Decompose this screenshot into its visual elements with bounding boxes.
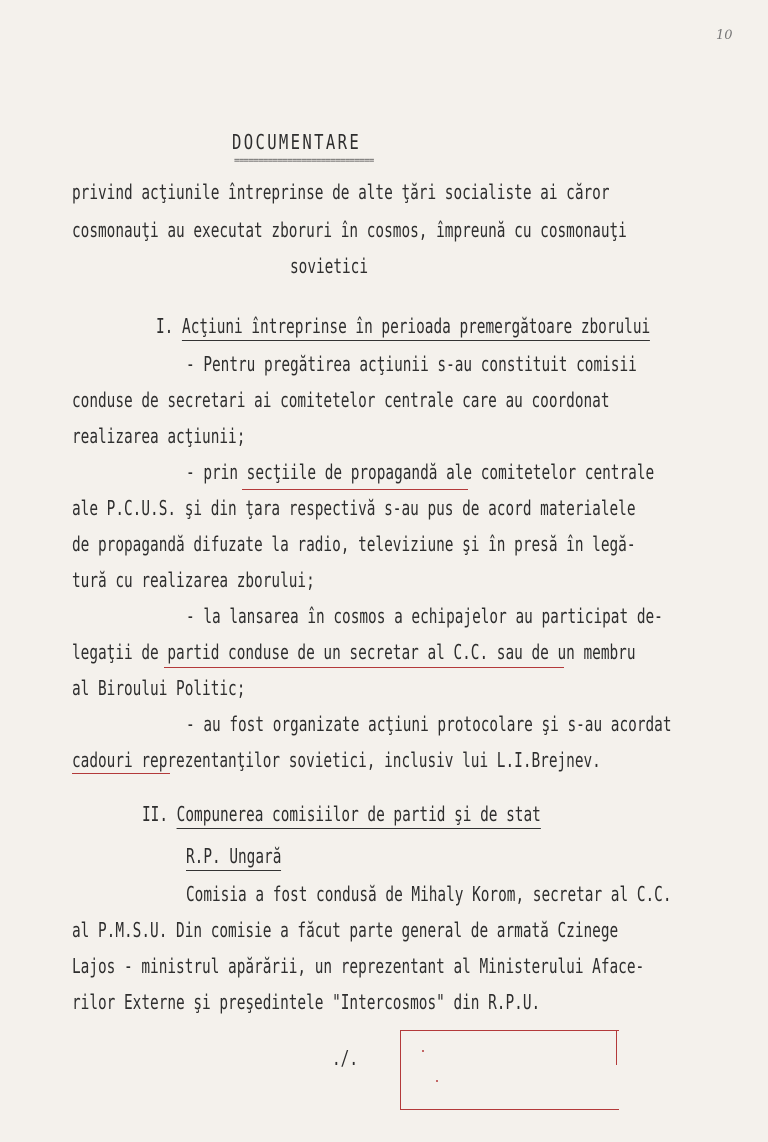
stamp-frame-right xyxy=(616,1030,617,1065)
para2-line-3: de propagandă difuzate la radio, televiziune şi în presă în legă- xyxy=(72,532,636,556)
para5-line-4: rilor Externe şi preşedintele "Intercosmos" din R.P.U. xyxy=(72,990,541,1014)
para2-line-1: - prin secţiile de propagandă ale comitetelor centrale xyxy=(186,460,655,484)
para1-line-2: conduse de secretari ai comitetelor centrale care au coordonat xyxy=(72,388,610,412)
section1-number: I. xyxy=(156,314,174,338)
red-underline-propaganda xyxy=(242,489,468,490)
title-underline: ============================= xyxy=(234,156,374,166)
para5-line-2: al P.M.S.U. Din comisie a făcut parte general de armată Czinege xyxy=(72,918,619,942)
para1-line-1: - Pentru pregătirea acţiunii s-au constituit comisii xyxy=(186,352,637,376)
intro-line-1: privind acţiunile întreprinse de alte ţări socialiste ai căror xyxy=(72,180,610,204)
para3-line-2: legaţii de partid conduse de un secretar al C.C. sau de un membru xyxy=(72,640,636,664)
para5-line-3: Lajos - ministrul apărării, un reprezentant al Ministerului Afacе- xyxy=(72,954,645,978)
section1-title: Acţiuni întreprinse în perioada premergătoare zborului xyxy=(182,314,650,341)
para4-line-2: cadouri reprezentanţilor sovietici, inclusiv lui L.I.Brejnev. xyxy=(72,748,601,772)
red-underline-gifts xyxy=(72,773,170,774)
para1-line-3: realizarea acţiunii; xyxy=(72,424,246,448)
section2-number: II. xyxy=(142,802,169,826)
intro-line-2: cosmonauţi au executat zboruri în cosmos, împreună cu cosmonauţi xyxy=(72,218,627,242)
stamp-mark xyxy=(436,1080,438,1082)
para3-line-3: al Biroului Politic; xyxy=(72,676,246,700)
stamp-frame xyxy=(400,1030,619,1110)
continuation-mark: ./. xyxy=(332,1046,359,1070)
page-number: 10 xyxy=(716,28,733,43)
para5-line-1: Comisia a fost condusă de Mihaly Korom, secretar al C.C. xyxy=(186,882,672,906)
section1-heading xyxy=(156,316,650,336)
document-title: DOCUMENTARE xyxy=(232,130,362,154)
para4-line-1: - au fost organizate acţiuni protocolare şi s-au acordat xyxy=(186,712,672,736)
para2-line-2: ale P.C.U.S. şi din ţara respectivă s-au pus de acord materialele xyxy=(72,496,636,520)
para2-line-4: tură cu realizarea zborului; xyxy=(72,568,315,592)
section2-title: Compunerea comisiilor de partid şi de stat xyxy=(177,802,541,829)
section2-heading xyxy=(142,804,541,824)
para3-line-1: - la lansarea în cosmos a echipajelor au participat de- xyxy=(186,604,663,628)
red-underline-party xyxy=(164,667,564,668)
intro-line-3: sovietici xyxy=(290,254,369,278)
country-heading: R.P. Ungară xyxy=(186,846,281,866)
stamp-mark xyxy=(422,1050,424,1052)
